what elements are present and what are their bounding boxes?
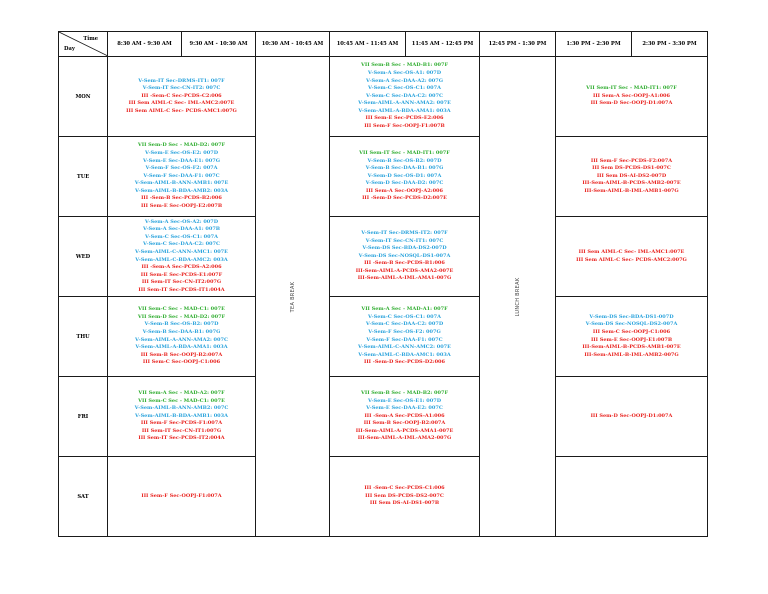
class-entry: VII Sem-C Sec - MAD-C1: 007E: [138, 397, 225, 404]
midday-cell: [330, 137, 480, 217]
day-row: [59, 457, 708, 537]
class-entry: III Sem-D Sec-OOPJ-D1:007A: [590, 412, 673, 419]
class-entry: III -Sem-B Sec-PCDS-B2:006: [141, 195, 222, 202]
class-entry: V-Sem-AIML-B-BDA-AMB1: 003A: [134, 412, 229, 419]
class-entry: III Sem-E Sec-PCDS-E2:006: [365, 115, 444, 122]
slot-header: 8:30 AM - 9:30 AM: [108, 32, 182, 57]
tea-break-label: TEA BREAK: [289, 281, 296, 312]
class-entry: III -Sem-C Sec-PCDS-C2:006: [141, 92, 222, 99]
class-entry: V-Sem-AIML-C-BDA-AMC2: 003A: [135, 256, 228, 263]
class-entry: V-Sem-F Sec-DAA-F1: 007C: [366, 336, 443, 343]
header-row: [59, 32, 708, 57]
class-entry: V-Sem-IT Sec-CN-IT2: 007C: [142, 85, 221, 92]
class-entry: V-Sem-B Sec-DAA-B1: 007G: [365, 165, 444, 172]
class-entry: III -Sem-A Sec-PCDS-A1:006: [364, 412, 445, 419]
class-entry: III -Sem-B Sec-PCDS-B1:006: [364, 260, 445, 267]
class-entry: III -Sem-C Sec-PCDS-C1:006: [364, 485, 445, 492]
class-entry: V-Sem-D Sec-DAA-D2: 007C: [365, 180, 444, 187]
class-entry: III Sem-F Sec-OOPJ-F1:007A: [141, 492, 222, 499]
morning-cell: [108, 137, 256, 217]
class-entry: III Sem-IT Sec-CN-IT2:007G: [141, 279, 222, 286]
class-entry: III Sem-E Sec-OOPJ-E1:007B: [590, 336, 673, 343]
slot-header: 1:30 PM - 2:30 PM: [556, 32, 632, 57]
class-entry: III Sem AIML-C Sec- PCDS-AMC2:007G: [576, 256, 687, 263]
class-entry: V-Sem-A Sec-OS-A2: 007D: [144, 218, 219, 225]
day-label: MON: [59, 57, 108, 137]
lunch-break-cell: [480, 57, 556, 537]
class-entry: III-Sem-AIML-A-IML-AMA2-007G: [357, 435, 452, 442]
class-entry: V-Sem-DS Sec-NOSQL-DS1-007A: [358, 252, 451, 259]
day-row: [59, 137, 708, 217]
midday-cell: [330, 217, 480, 297]
tea-break-cell: [256, 57, 330, 537]
class-entry: III -Sem-D Sec-PCDS-D2:007E: [362, 195, 447, 202]
class-entry: V-Sem-B Sec-DAA-B1: 007G: [142, 328, 221, 335]
class-entry: III Sem-C Sec-OOPJ-C1:006: [592, 328, 671, 335]
morning-cell: [108, 297, 256, 377]
class-entry: III Sem DS-PCDS-DS1-007C: [592, 165, 671, 172]
day-row: [59, 57, 708, 137]
class-entry: III Sem-IT Sec-CN-IT1:007G: [141, 427, 222, 434]
class-entry: V-Sem-D Sec-OS-D1: 007A: [367, 172, 442, 179]
class-entry: VII Sem-C Sec - MAD-C1: 007E: [138, 306, 225, 313]
slot-header: 11:45 AM - 12:45 PM: [406, 32, 480, 57]
class-entry: III-Sem-AIML-A-IML-AMA1-007G: [357, 275, 452, 282]
timetable: [58, 31, 708, 537]
class-entry: VII Sem-B Sec - MAD-B2: 007F: [360, 389, 448, 396]
afternoon-cell: [556, 377, 708, 457]
class-entry: III Sem-B Sec-OOPJ-B2:007A: [363, 420, 446, 427]
class-entry: V-Sem-AIML-A-ANN-AMA2: 007E: [358, 100, 451, 107]
class-entry: V-Sem-C Sec-DAA-C2: 007D: [365, 321, 444, 328]
class-entry: V-Sem-C Sec-OS-C1: 007A: [368, 85, 441, 92]
class-entry: VII Sem-A Sec - MAD-A1: 007F: [361, 306, 448, 313]
day-row: [59, 377, 708, 457]
class-entry: V-Sem-F Sec-OS-F2: 007A: [145, 165, 218, 172]
class-entry: III Sem AIML-C Sec- PCDS-AMC1:007G: [126, 107, 237, 114]
class-entry: VII Sem-IT Sec - MAD-IT1: 007F: [586, 85, 677, 92]
day-label: SAT: [59, 457, 108, 537]
class-entry: V-Sem-A Sec-DAA-A2: 007G: [365, 77, 444, 84]
class-entry: V-Sem-AIML-B-BDA-AMB2: 003A: [134, 187, 229, 194]
class-entry: V-Sem-B Sec-OS-B2: 007D: [144, 321, 219, 328]
class-entry: V-Sem-A Sec-OS-A1: 007D: [367, 69, 442, 76]
day-label: WED: [59, 217, 108, 297]
midday-cell: [330, 297, 480, 377]
class-entry: V-Sem-AIML-A-BDA-AMA1: 003A: [135, 344, 228, 351]
class-entry: III Sem-F Sec-PCDS-F1:007A: [140, 420, 223, 427]
class-entry: V-Sem-E Sec-DAA-E2: 007C: [366, 405, 443, 412]
day-row: [59, 217, 708, 297]
class-entry: III Sem-E Sec-OOPJ-E2:007B: [140, 203, 223, 210]
afternoon-cell: [556, 57, 708, 137]
class-entry: III-Sem-AIML-B-IML-AMB2-007G: [584, 351, 679, 358]
afternoon-cell: [556, 137, 708, 217]
corner-day-label: Day: [64, 46, 75, 52]
class-entry: III Sem-F Sec-PCDS-F2:007A: [590, 157, 673, 164]
midday-cell: [330, 457, 480, 537]
class-entry: III -Sem-D Sec-PCDS-D2:006: [363, 359, 446, 366]
afternoon-cell: [556, 297, 708, 377]
class-entry: V-Sem-IT Sec-DRMS-IT1: 007F: [138, 77, 225, 84]
midday-cell: [330, 57, 480, 137]
class-entry: V-Sem-DS Sec-NOSQL-DS2-007A: [585, 321, 678, 328]
afternoon-cell: [556, 217, 708, 297]
class-entry: V-Sem-AIML-A-BDA-AMA1: 003A: [358, 107, 451, 114]
class-entry: V-Sem-B Sec-OS-B2: 007D: [367, 157, 442, 164]
class-entry: V-Sem-C Sec-OS-C1: 007A: [368, 313, 441, 320]
day-label: TUE: [59, 137, 108, 217]
class-entry: III -Sem-A Sec-PCDS-A2:006: [141, 264, 222, 271]
class-entry: III Sem-B Sec-OOPJ-B2:007A: [140, 351, 223, 358]
class-entry: III-Sem-AIML-A-PCDS-AMA2-007E: [355, 267, 454, 274]
class-entry: III Sem-F Sec-OOPJ-F1:007B: [364, 123, 445, 130]
class-entry: V-Sem-C Sec-OS-C1: 007A: [145, 233, 218, 240]
day-row: [59, 297, 708, 377]
class-entry: III-Sem-AIML-A-PCDS-AMA1-007E: [355, 427, 454, 434]
slot-header: 2:30 PM - 3:30 PM: [632, 32, 708, 57]
class-entry: III Sem-C Sec-OOPJ-C1:006: [142, 359, 221, 366]
slot-header: 9:30 AM - 10:30 AM: [182, 32, 256, 57]
slot-header: 12:45 PM - 1:30 PM: [480, 32, 556, 57]
class-entry: V-Sem-A Sec-DAA-A1: 007B: [142, 226, 221, 233]
class-entry: III Sem-A Sec-OOPJ-A1:006: [593, 92, 670, 99]
class-entry: V-Sem-AIML-C-ANN-AMC1: 007E: [135, 248, 228, 255]
corner-cell: [59, 32, 108, 57]
class-entry: V-Sem-AIML-B-ANN-AMB1: 007E: [134, 180, 229, 187]
day-label: THU: [59, 297, 108, 377]
day-label: FRI: [59, 377, 108, 457]
class-entry: III Sem DS-PCDS-DS2-007C: [365, 492, 444, 499]
class-entry: V-Sem-E Sec-OS-E1: 007D: [367, 397, 442, 404]
class-entry: V-Sem-DS Sec-BDA-DS1-007D: [589, 313, 674, 320]
class-entry: V-Sem-F Sec-DAA-F1: 007C: [143, 172, 220, 179]
class-entry: III Sem-D Sec-OOPJ-D1:007A: [590, 100, 673, 107]
class-entry: III-Sem-AIML-B-PCDS-AMB2-007E: [582, 180, 681, 187]
class-entry: V-Sem-AIML-B-ANN-AMB2: 007C: [134, 405, 229, 412]
class-entry: III Sem AIML-C Sec- IML-AMC1:007E: [578, 248, 685, 255]
class-entry: III-Sem-AIML-B-PCDS-AMB1-007E: [582, 344, 681, 351]
class-entry: III Sem DS-AI-DS2-007D: [596, 172, 667, 179]
class-entry: III-Sem-AIML-B-IML-AMB1-007G: [584, 187, 679, 194]
class-entry: VII Sem-D Sec - MAD-D2: 007F: [137, 142, 226, 149]
lunch-break-label: LUNCH BREAK: [514, 277, 521, 316]
class-entry: VII Sem-IT Sec - MAD-IT1: 007F: [359, 149, 450, 156]
class-entry: V-Sem-E Sec-OS-E2: 007D: [144, 149, 219, 156]
class-entry: VII Sem-B Sec - MAD-B1: 007F: [360, 62, 448, 69]
morning-cell: [108, 217, 256, 297]
class-entry: V-Sem-F Sec-OS-F2: 007G: [368, 328, 441, 335]
midday-cell: [330, 377, 480, 457]
morning-cell: [108, 57, 256, 137]
class-entry: V-Sem-AIML-C-BDA-AMC1: 003A: [358, 351, 451, 358]
class-entry: III Sem-A Sec-OOPJ-A2:006: [366, 187, 443, 194]
afternoon-cell: [556, 457, 708, 537]
class-entry: III Sem DS-AI-DS1-007B: [369, 500, 440, 507]
class-entry: V-Sem-AIML-A-ANN-AMA2: 007C: [135, 336, 228, 343]
class-entry: V-Sem-DS Sec-BDA-DS2-007D: [362, 245, 447, 252]
slot-header: 10:30 AM - 10:45 AM: [256, 32, 330, 57]
corner-time-label: Time: [83, 36, 98, 42]
class-entry: V-Sem-E Sec-DAA-E1: 007G: [143, 157, 220, 164]
class-entry: V-Sem-AIML-C-ANN-AMC2: 007E: [358, 344, 451, 351]
class-entry: V-Sem-IT Sec-DRMS-IT2: 007F: [361, 229, 448, 236]
class-entry: VII Sem-D Sec - MAD-D2: 007F: [137, 313, 226, 320]
class-entry: V-Sem-C Sec-DAA-C2: 007C: [142, 241, 220, 248]
class-entry: III Sem AIML-C Sec- IML-AMC2:007E: [128, 100, 235, 107]
class-entry: V-Sem-C Sec-DAA-C2: 007C: [365, 92, 443, 99]
morning-cell: [108, 377, 256, 457]
class-entry: III Sem-IT Sec-PCDS-IT1:004A: [138, 286, 225, 293]
class-entry: III Sem-IT Sec-PCDS-IT2:004A: [138, 435, 225, 442]
slot-header: 10:45 AM - 11:45 AM: [330, 32, 406, 57]
class-entry: III Sem-E Sec-PCDS-E1:007F: [140, 271, 223, 278]
morning-cell: [108, 457, 256, 537]
class-entry: V-Sem-IT Sec-CN-IT1: 007C: [365, 237, 444, 244]
class-entry: VII Sem-A Sec - MAD-A2: 007F: [138, 389, 225, 396]
